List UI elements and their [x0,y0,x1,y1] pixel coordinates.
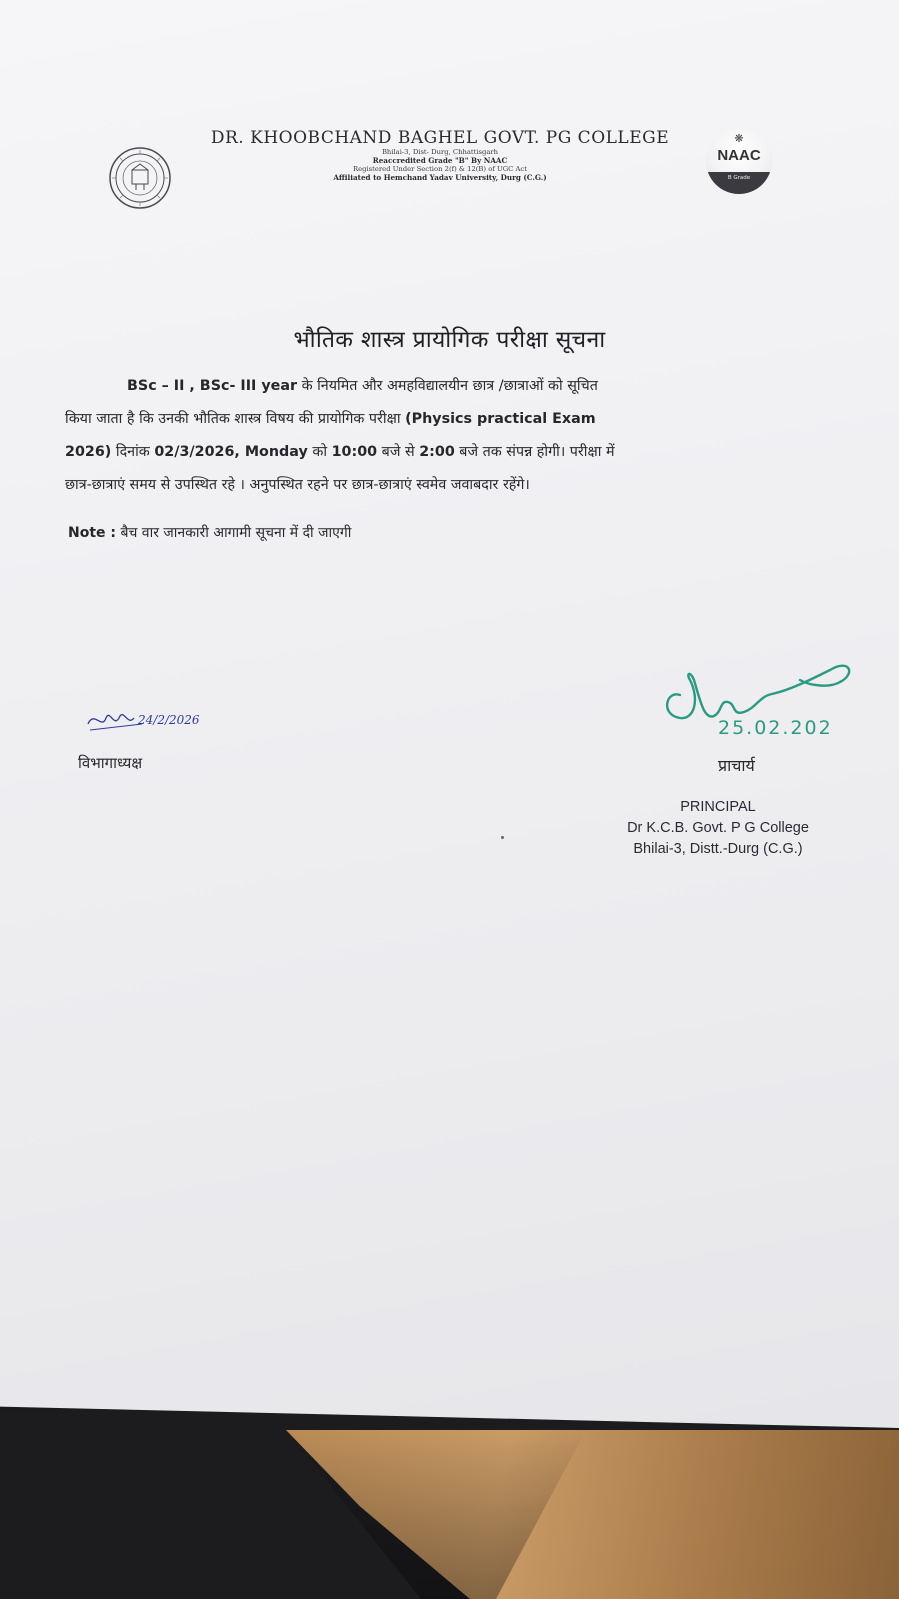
principal-signature-date: 25.02.202 [718,717,833,735]
exam-date: 02/3/2026, Monday [154,444,308,460]
body-line-4: छात्र-छात्राएं समय से उपस्थित रहे । अनुपस्थित रहने पर छात्र-छात्राएं स्वमेव जवाबदार रहेंगे। [65,477,530,493]
notice-body [65,370,865,502]
note-text: बैच वार जानकारी आगामी सूचना में दी जाएगी [116,525,352,541]
paper-speck [501,836,504,839]
principal-signature [660,640,899,735]
start-time: 10:00 [331,444,378,460]
college-name: DR. KHOOBCHAND BAGHEL GOVT. PG COLLEGE [210,128,670,148]
body-line-1: BSc – II , BSc- III year के नियमित और अमहविद्यालयीन छात्र /छात्राओं को सूचित [127,378,598,394]
exam-name: (Physics practical Exam [405,411,596,427]
letterhead [190,128,690,182]
class-names: BSc – II , BSc- III year [127,378,298,394]
body-line-3: 2026) दिनांक 02/3/2026, Monday को 10:00 बजे से 2:00 बजे तक संपन्न होगी। परीक्षा में [65,444,615,460]
note-label: Note : [68,525,116,541]
hod-label: विभागाध्यक्ष [78,754,143,772]
principal-stamp [598,797,838,860]
principal-address: Bhilai-3, Distt.-Durg (C.G.) [633,841,803,857]
registration-line: Registered Under Section 2(f) & 12(B) of UGC Act [353,165,527,173]
body-line-2: किया जाता है कि उनकी भौतिक शास्त्र विषय की प्रायोगिक परीक्षा (Physics practical Exam [65,411,596,427]
accreditation-line: Reaccredited Grade "B" By NAAC [372,155,508,165]
note-line [68,523,351,542]
principal-title: PRINCIPAL [680,799,756,815]
naac-grade: B Grade [727,175,751,181]
naac-badge-icon [706,128,772,194]
hod-signature-date: 24/2/2026 [138,713,200,727]
hod-signature [84,700,224,740]
affiliation-line: Affiliated to Hemchand Yadav University, Durg (C.G.) [333,172,547,182]
principal-hindi-label: प्राचार्य [718,756,755,775]
notice-title: भौतिक शास्त्र प्रायोगिक परीक्षा सूचना [293,327,606,353]
naac-label: NAAC [717,147,761,164]
end-time: 2:00 [419,444,455,460]
college-seal-icon [108,146,172,210]
naac-emblem-icon: ❋ [734,132,744,145]
principal-college: Dr K.C.B. Govt. P G College [627,820,809,836]
college-address: Bhilai-3, Dist- Durg, Chhattisgarh [381,148,499,156]
